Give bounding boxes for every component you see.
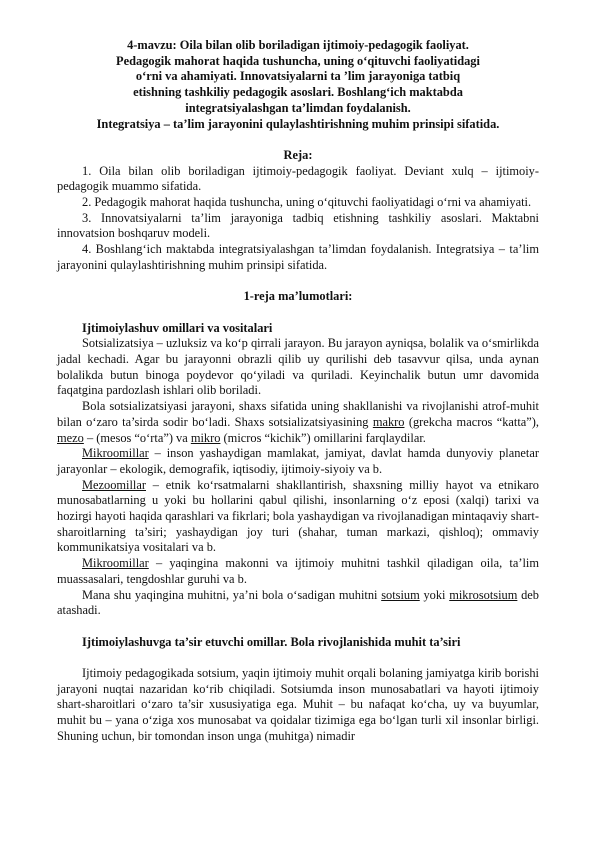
term-sotsium: sotsium (381, 587, 420, 602)
paragraph: Ijtimoiy pedagogikada sotsium, yaqin ijtimoiy muhit orqali bolaning jamiyatga kirib borishi jarayoni nuqtai nazaridan ko‘rib chiqiladi. Sotsiumda inson munosabatlari va hayoti ijtimoiy shart-sharoitlari o‘zaro ta’sir xususiyatiga ega. Muhit – bu nafaqat ko‘cha, uy va buyumlar, muhit bu – yana o‘ziga xos munosabat va qoidalar tizimiga ega bo‘lgan turli xil insonlar birligi. Shuning uchun, bir tomondan inson unga (muhitga) nimadir (57, 666, 539, 743)
title-line: o‘rni va ahamiyati. Innovatsiyalarni ta ’lim jarayoniga tatbiq (135, 69, 461, 84)
plan-item: 2. Pedagogik mahorat haqida tushuncha, uning o‘qituvchi faoliyatidagi o‘rni va ahamiyati. (82, 195, 532, 210)
document-title (57, 38, 539, 132)
title-line: integratsiyalashgan ta’limdan foydalanish. (185, 100, 411, 115)
title-line: Pedagogik mahorat haqida tushuncha, uning o‘qituvchi faoliyatidagi (116, 53, 480, 68)
paragraph: Mana shu yaqingina muhitni, ya’ni bola o‘sadigan muhitni sotsium yoki mikrosotsium deb atashadi. (57, 587, 539, 618)
term-mikrosotsium: mikrosotsium (449, 587, 518, 602)
paragraph: Mezoomillar – etnik ko‘rsatmalarni shakllantirish, shaxsning milliy hayot va etnikaro munosabatlarning u yoki bu hollarini qabul qilishi, insonlarning o‘z eposi (xalqi) tarixi va hozirgi hayoti haqida qarashlari va fikrlari; bola yashaydigan va rivojlanadigan mintaqaviy shart-sharoitlarning ta’siri; yashaydigan joy turi (shahar, tuman markazi, qishloq); ommaviy kommunikatsiya vositalari va b. (57, 477, 539, 555)
paragraph: Bola sotsializatsiyasi jarayoni, shaxs sifatida uning shakllanishi va rivojlanishi atrof-muhit bilan o‘zaro ta’sirda sodir bo‘ladi. Shaxs sotsializatsiyasining makro (grekcha macros “katta”), mezo – (mesos “o‘rta”) va mikro (micros “kichik”) omillarini farqlaydilar. (57, 399, 539, 445)
term-mikroomillar: Mikroomillar (82, 446, 149, 461)
term-mikro: mikro (190, 430, 221, 445)
title-line: 4-mavzu: Oila bilan olib boriladigan ijtimoiy-pedagogik faoliyat. (127, 38, 469, 52)
title-line: etishning tashkiliy pedagogik asoslari. Boshlang‘ich maktabda (133, 85, 463, 100)
term-mikroomillar: Mikroomillar (82, 556, 149, 571)
term-mezo: mezo (57, 430, 84, 445)
paragraph: Mikroomillar – yaqingina makonni va ijtimoiy muhitni tashkil qiladigan oila, ta’lim muassasalari, tengdoshlar guruhi va b. (57, 556, 539, 586)
term-mezoomillar: Mezoomillar (82, 477, 146, 492)
section-heading: 1-reja ma’lumotlari: (243, 289, 353, 304)
term-makro: makro (372, 414, 405, 429)
subsection-heading: Ijtimoiylashuv omillari va vositalari (82, 320, 273, 335)
plan-item: 1. Oila bilan olib boriladigan ijtimoiy-pedagogik faoliyat. Deviant xulq – ijtimoiy-pedagogik muammo sifatida. (57, 163, 539, 194)
subsection-heading: Ijtimoiylashuvga ta’sir etuvchi omillar. Bola rivojlanishida muhit ta’siri (82, 634, 461, 649)
plan-item: 3. Innovatsiyalarni ta’lim jarayoniga tadbiq etishning tashkiliy asoslari. Maktabni innovatsion boshqaruv modeli. (57, 210, 539, 241)
plan-item: 4. Boshlang‘ich maktabda integratsiyalashgan ta’limdan foydalanish. Integratsiya – ta’lim jarayonini qulaylashtirishning muhim prinsipi sifatida. (57, 242, 539, 272)
plan-heading: Reja: (283, 147, 313, 162)
paragraph: Mikroomillar – inson yashaydigan mamlakat, jamiyat, davlat hamda dunyoviy planetar jarayonlar – ekologik, demografik, iqtisodiy, ijtimoiy-siyoiy va b. (57, 446, 539, 476)
title-line: Integratsiya – ta’lim jarayonini qulaylashtirishning muhim prinsipi sifatida. (96, 116, 500, 131)
paragraph: Sotsializatsiya – uzluksiz va ko‘p qirrali jarayon. Bu jarayon ayniqsa, bolalik va o‘smirlikda jadal kechadi. Agar bu jarayonni obrazli qilib uy qurilishi deb tasavvur qilsa, unda aynan bolalikda butun binoga poydevor qo‘yiladi va quriladi. Keyinchalik butun umr davomida faqatgina pardozlash ishlari olib boriladi. (57, 336, 539, 398)
